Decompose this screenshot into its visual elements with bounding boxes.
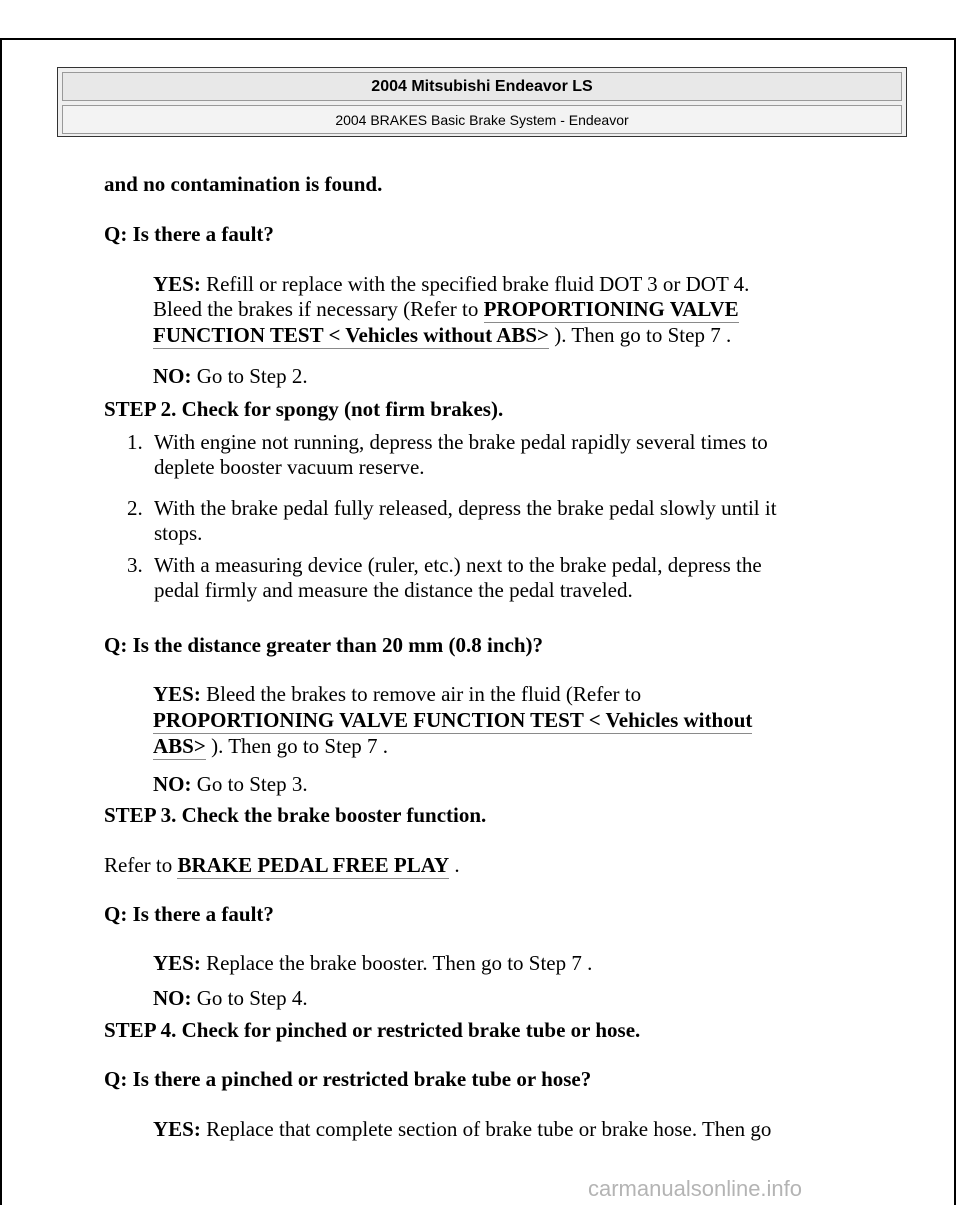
link-proportioning-valve-2a[interactable]: PROPORTIONING VALVE FUNCTION TEST < Vehicles without <box>153 708 753 732</box>
link-proportioning-valve-a[interactable]: PROPORTIONING VALVE <box>483 297 739 321</box>
step2-yes-text-b: ). Then go to Step 7 . <box>205 734 389 758</box>
step2-yes-line2 <box>153 708 752 733</box>
step1-yes-line3 <box>153 323 731 348</box>
step1-yes-text-c: ). Then go to Step 7 . <box>549 323 732 347</box>
step3-no-line <box>153 986 308 1011</box>
step2-item-3-line1: With a measuring device (ruler, etc.) next to the brake pedal, depress the <box>154 553 762 577</box>
step2-item-3-num: 3. <box>127 553 143 577</box>
yes-label: YES: <box>153 272 201 296</box>
header-subtitle: 2004 BRAKES Basic Brake System - Endeavor <box>62 105 902 134</box>
no-label: NO: <box>153 986 192 1010</box>
yes-label: YES: <box>153 951 201 975</box>
step2-item-1-line1: With engine not running, depress the brake pedal rapidly several times to <box>154 430 768 454</box>
intro-text: and no contamination is found. <box>104 172 383 196</box>
refer-line <box>104 853 460 878</box>
step1-yes-line1 <box>153 272 749 297</box>
refer-suffix: . <box>449 853 460 877</box>
step2-no-text: Go to Step 3. <box>191 772 308 796</box>
step2-no-line <box>153 772 308 797</box>
link-brake-pedal-free-play[interactable]: BRAKE PEDAL FREE PLAY <box>177 853 450 877</box>
link-proportioning-valve-b[interactable]: FUNCTION TEST < Vehicles without ABS> <box>153 323 550 347</box>
header-title: 2004 Mitsubishi Endeavor LS <box>62 72 902 101</box>
step4-title: STEP 4. Check for pinched or restricted brake tube or hose. <box>104 1018 641 1042</box>
question-3: Q: Is there a fault? <box>104 902 274 926</box>
no-label: NO: <box>153 364 192 388</box>
step1-yes-text-b: Bleed the brakes if necessary (Refer to <box>153 297 484 321</box>
page-frame-right <box>954 38 956 1205</box>
step2-item-1-num: 1. <box>127 430 143 454</box>
step2-yes-text-a: Bleed the brakes to remove air in the fluid (Refer to <box>200 682 642 706</box>
step4-yes-text: Replace that complete section of brake tube or brake hose. Then go <box>200 1117 772 1141</box>
step2-item-2-num: 2. <box>127 496 143 520</box>
step4-yes-line <box>153 1117 771 1142</box>
yes-label: YES: <box>153 1117 201 1141</box>
step3-no-text: Go to Step 4. <box>191 986 308 1010</box>
no-label: NO: <box>153 772 192 796</box>
step2-yes-line3 <box>153 734 388 759</box>
step2-item-1-line2: deplete booster vacuum reserve. <box>154 455 425 479</box>
step2-item-2-line1: With the brake pedal fully released, depress the brake pedal slowly until it <box>154 496 777 520</box>
question-4: Q: Is there a pinched or restricted brake tube or hose? <box>104 1067 592 1091</box>
page-frame-top <box>0 38 956 40</box>
step3-yes-line <box>153 951 592 976</box>
yes-label: YES: <box>153 682 201 706</box>
document-header <box>57 67 907 137</box>
step2-title: STEP 2. Check for spongy (not firm brakes). <box>104 397 504 421</box>
step2-yes-line1 <box>153 682 641 707</box>
step1-no-line <box>153 364 308 389</box>
step3-title: STEP 3. Check the brake booster function. <box>104 803 487 827</box>
step2-item-2-line2: stops. <box>154 521 203 545</box>
step1-yes-line2 <box>153 297 739 322</box>
question-1: Q: Is there a fault? <box>104 222 274 246</box>
refer-prefix: Refer to <box>104 853 178 877</box>
step1-no-text: Go to Step 2. <box>191 364 308 388</box>
step2-item-3-line2: pedal firmly and measure the distance the pedal traveled. <box>154 578 633 602</box>
page-frame-left <box>0 38 2 1205</box>
link-proportioning-valve-2b[interactable]: ABS> <box>153 734 206 758</box>
step1-yes-text-a: Refill or replace with the specified brake fluid DOT 3 or DOT 4. <box>200 272 750 296</box>
watermark: carmanualsonline.info <box>588 1176 803 1201</box>
question-2: Q: Is the distance greater than 20 mm (0.8 inch)? <box>104 633 544 657</box>
step3-yes-text: Replace the brake booster. Then go to Step 7 . <box>200 951 593 975</box>
